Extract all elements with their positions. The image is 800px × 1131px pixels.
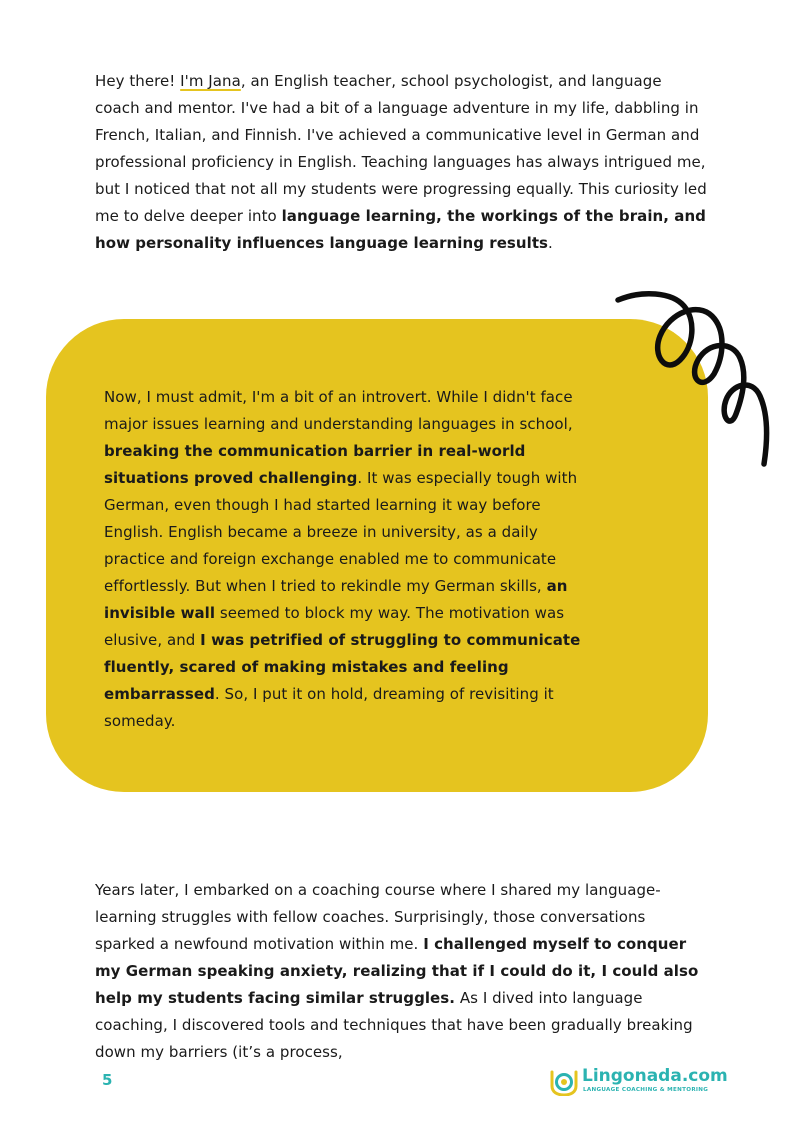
highlight-bold-3: I was petrified of struggling to communicate fluently, scared of making mistakes and feeling embarrassed [104, 631, 581, 703]
intro-text: , an English teacher, school psychologist, and language coach and mentor. I've had a bit of a language adventure in my life, dabbling in French, Italian, and Finnish. I've achieved a communicative level in German and professional proficiency in English. Teaching languages has always intrigued me, but I noticed that not all my students were progressing equally. This curiosity led me to delve deeper into [95, 72, 707, 225]
later-paragraph [95, 877, 707, 1066]
brand-tagline: LANGUAGE COACHING & MENTORING [583, 1087, 709, 1093]
highlight-text-3: seemed to block my way. The motivation was elusive, and [104, 604, 565, 649]
highlight-paragraph [104, 384, 594, 735]
brand-logo[interactable] [549, 1066, 728, 1098]
intro-prefix: Hey there! [95, 72, 181, 90]
page-number: 5 [102, 1071, 113, 1089]
brand-name: Lingonada.com [582, 1066, 728, 1086]
intro-bold: language learning, the workings of the brain, and how personality influences language learning results [95, 207, 706, 252]
lingonada-logo-icon [549, 1066, 579, 1096]
highlight-text-2: . It was especially tough with German, even though I had started learning it way before English. English became a breeze in university, as a daily practice and foreign exchange enabled me to communicate effortlessly. But when I tried to rekindle my German skills, [104, 469, 578, 595]
later-bold-1: I challenged myself to conquer my German speaking anxiety, realizing that if I could do it, I could also help my students facing similar struggles. [95, 935, 699, 1007]
squiggle-icon [612, 288, 782, 468]
intro-end: . [548, 234, 553, 252]
name-link[interactable]: I'm Jana [180, 72, 241, 90]
highlight-text-4: . So, I put it on hold, dreaming of revisiting it someday. [104, 685, 554, 730]
intro-paragraph [95, 68, 707, 257]
highlight-bold-2: an invisible wall [104, 577, 568, 622]
later-text-1: Years later, I embarked on a coaching course where I shared my language-learning struggles with fellow coaches. Surprisingly, those conversations sparked a newfound motivation within me. [95, 881, 661, 953]
highlight-text-1: Now, I must admit, I'm a bit of an introvert. While I didn't face major issues learning and understanding languages in school, [104, 388, 573, 433]
later-text-2: As I dived into language coaching, I discovered tools and techniques that have been gradually breaking down my barriers (it’s a process, [95, 989, 693, 1061]
highlight-bold-1: breaking the communication barrier in real-world situations proved challenging [104, 442, 526, 487]
